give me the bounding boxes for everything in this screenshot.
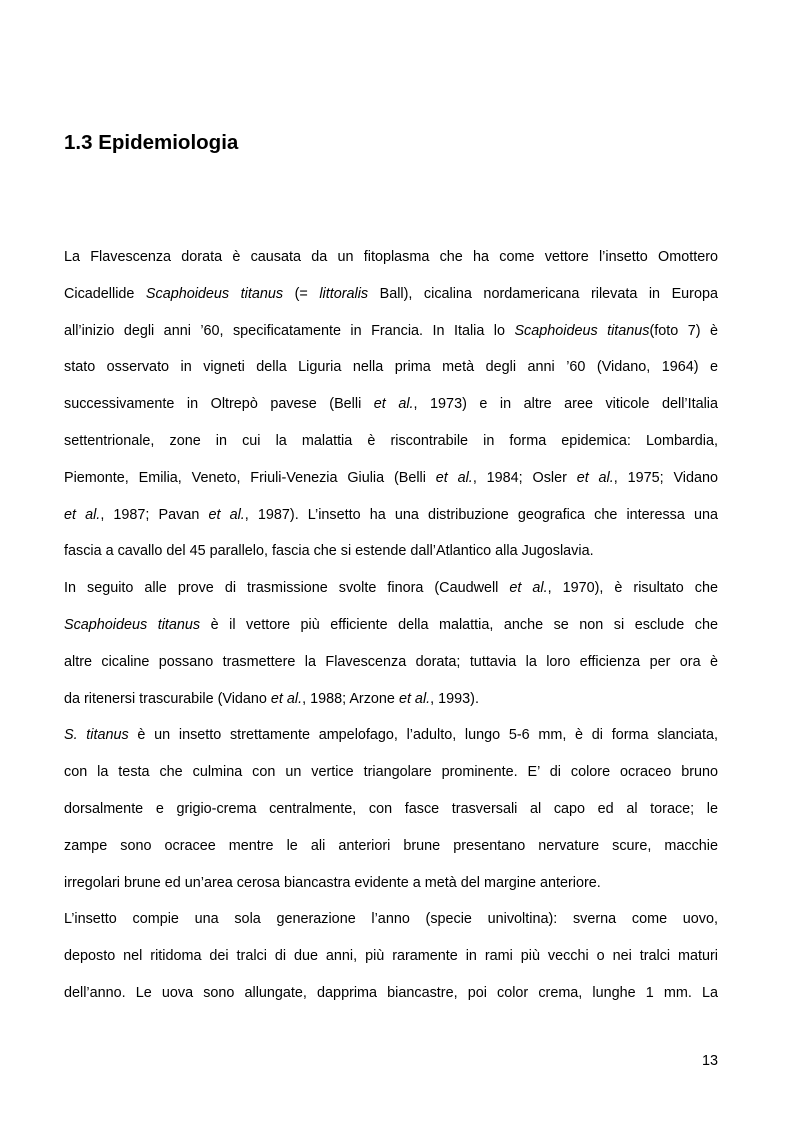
body-text <box>64 239 718 1012</box>
text-run: In seguito alle prove di trasmissione svolte finora (Caudwell <box>64 580 510 597</box>
text-run: Piemonte, Emilia, Veneto, Friuli-Venezia Giulia (Belli <box>64 469 436 486</box>
text-run: zampe sono ocracee mentre le ali anteriori brune presentano nervature scure, macchie <box>64 837 718 854</box>
italic-text: et al. <box>435 469 473 486</box>
text-run: è il vettore più efficiente della malattia, anche se non si esclude che <box>200 616 718 633</box>
text-line <box>64 607 718 644</box>
text-run: L’insetto compie una sola generazione l’anno (specie univoltina): sverna come uovo, <box>64 911 718 928</box>
italic-text: et al. <box>208 506 245 523</box>
text-run: dorsalmente e grigio-crema centralmente, con fasce trasversali al capo ed al torace; le <box>64 800 718 817</box>
text-line <box>64 938 718 975</box>
text-line <box>64 791 718 828</box>
text-line <box>64 276 718 313</box>
italic-text: et al. <box>576 469 614 486</box>
text-line <box>64 239 718 276</box>
section-heading: 1.3 Epidemiologia <box>64 131 239 154</box>
italic-text: et al. <box>373 396 414 413</box>
italic-text: et al. <box>64 506 101 523</box>
text-run: stato osservato in vigneti della Liguria nella prima metà degli anni ’60 (Vidano, 1964) e <box>64 359 718 376</box>
text-run: successivamente in Oltrepò pavese (Belli <box>64 396 374 413</box>
text-line <box>64 828 718 865</box>
page-number: 13 <box>701 1053 718 1069</box>
text-line <box>64 460 718 497</box>
text-run: Cicadellide <box>64 285 146 302</box>
text-line <box>64 423 718 460</box>
text-run: , 1987). L’insetto ha una distribuzione geografica che interessa una <box>244 506 718 523</box>
italic-text: et al. <box>509 580 548 597</box>
text-run: irregolari brune ed un’area cerosa biancastra evidente a metà del margine anteriore. <box>64 874 601 891</box>
text-run: altre cicaline possano trasmettere la Flavescenza dorata; tuttavia la loro efficienza per ora è <box>64 653 718 670</box>
italic-text: Scaphoideus titanus <box>514 322 650 339</box>
italic-text: Scaphoideus titanus <box>145 285 284 302</box>
italic-text: S. titanus <box>64 727 129 744</box>
text-run: , 1984; Osler <box>472 469 577 486</box>
text-line <box>64 975 718 1012</box>
text-run: , 1970), è risultato che <box>547 580 719 597</box>
italic-text: Scaphoideus titanus <box>64 616 201 633</box>
text-line <box>64 901 718 938</box>
text-run: da ritenersi trascurabile (Vidano <box>64 690 271 707</box>
text-run: , 1988; Arzone <box>302 690 399 707</box>
text-run: Ball), cicalina nordamericana rilevata in Europa <box>368 285 718 302</box>
text-run: settentrionale, zone in cui la malattia è riscontrabile in forma epidemica: Lombardia, <box>64 432 718 449</box>
text-run: , 1993). <box>430 690 479 707</box>
text-run: all’inizio degli anni ’60, specificatamente in Francia. In Italia lo <box>64 322 515 339</box>
italic-text: littoralis <box>319 285 369 302</box>
text-line <box>64 754 718 791</box>
italic-text: et al. <box>270 690 303 707</box>
text-run: La Flavescenza dorata è causata da un fitoplasma che ha come vettore l’insetto Omottero <box>64 249 718 265</box>
text-run: con la testa che culmina con un vertice triangolare prominente. E’ di colore ocraceo bruno <box>64 764 718 781</box>
text-line <box>64 644 718 681</box>
text-run: (= <box>283 285 320 302</box>
text-run: fascia a cavallo del 45 parallelo, fascia che si estende dall’Atlantico alla Jugoslavia. <box>64 543 594 560</box>
text-line <box>64 570 718 607</box>
text-line <box>64 349 718 386</box>
text-run: (foto 7) è <box>649 322 718 339</box>
text-line <box>64 386 718 423</box>
text-run: , 1987; Pavan <box>100 506 209 523</box>
text-line <box>64 681 718 718</box>
text-line <box>64 865 718 902</box>
text-line <box>64 717 718 754</box>
text-line <box>64 313 718 350</box>
text-line <box>64 533 718 570</box>
italic-text: et al. <box>398 690 431 707</box>
text-run: è un insetto strettamente ampelofago, l’adulto, lungo 5-6 mm, è di forma slanciata, <box>128 727 718 744</box>
text-line <box>64 497 718 534</box>
text-run: , 1975; Vidano <box>613 469 718 486</box>
text-run: deposto nel ritidoma dei tralci di due anni, più raramente in rami più vecchi o nei tralci maturi <box>64 948 718 965</box>
text-run: dell’anno. Le uova sono allungate, dapprima biancastre, poi color crema, lunghe 1 mm. La <box>64 984 718 1001</box>
text-run: , 1973) e in altre aree viticole dell’Italia <box>413 396 718 413</box>
